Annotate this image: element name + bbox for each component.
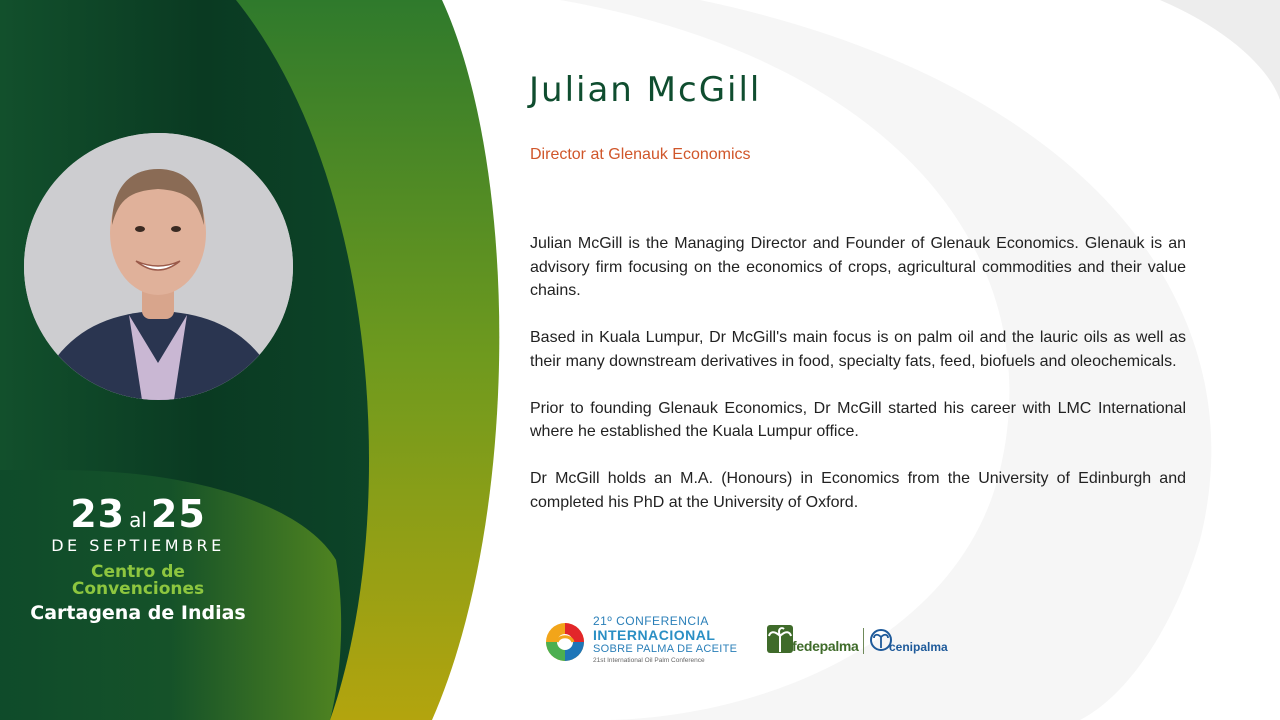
fedepalma-text: fedepalma [792, 638, 859, 654]
venue-line1: Centro de [91, 562, 185, 582]
venue-line2: Convenciones [71, 579, 205, 599]
event-date [0, 490, 276, 538]
speaker-role: Director at Glenauk Economics [530, 146, 751, 163]
conference-logo [545, 614, 740, 668]
bio-paragraph: Prior to founding Glenauk Economics, Dr McGill started his career with LMC International where he established the Kuala Lumpur office. [530, 399, 1186, 440]
fedepalma-logo [766, 624, 866, 658]
speaker-photo [24, 133, 293, 400]
event-info [0, 490, 276, 624]
event-month: DE SEPTIEMBRE [51, 536, 225, 555]
cenipalma-text: cenipalma [889, 640, 948, 654]
date-end: 25 [150, 492, 206, 536]
speaker-bio [530, 232, 1186, 538]
conference-english-title: 21st International Oil Palm Conference [593, 657, 705, 664]
date-start: 23 [70, 492, 126, 536]
conference-edition: 21º CONFERENCIA [593, 614, 709, 628]
bio-paragraph: Dr McGill holds an M.A. (Honours) in Economics from the University of Edinburgh and completed his PhD at the University of Oxford. [530, 470, 1186, 511]
conference-subtitle: SOBRE PALMA DE ACEITE [593, 643, 738, 655]
cenipalma-logo [870, 628, 950, 658]
logo-divider [863, 628, 864, 654]
bio-paragraph: Julian McGill is the Managing Director and Founder of Glenauk Economics. Glenauk is an advisory firm focusing on the economics of crops, agricultural commodities and their value chains. [530, 235, 1186, 299]
speaker-name: Julian McGill [529, 70, 762, 110]
palm-tree-icon [766, 624, 794, 654]
conference-title: INTERNACIONAL [593, 627, 716, 643]
date-connector: al [129, 508, 147, 532]
conference-logo-text [593, 614, 737, 665]
conference-swirl-icon [545, 622, 585, 662]
event-city: Cartagena de Indias [30, 602, 246, 624]
bio-paragraph: Based in Kuala Lumpur, Dr McGill's main focus is on palm oil and the lauric oils as well as their many downstream derivatives in food, specialty fats, feed, biofuels and oleochemicals. [530, 329, 1186, 370]
